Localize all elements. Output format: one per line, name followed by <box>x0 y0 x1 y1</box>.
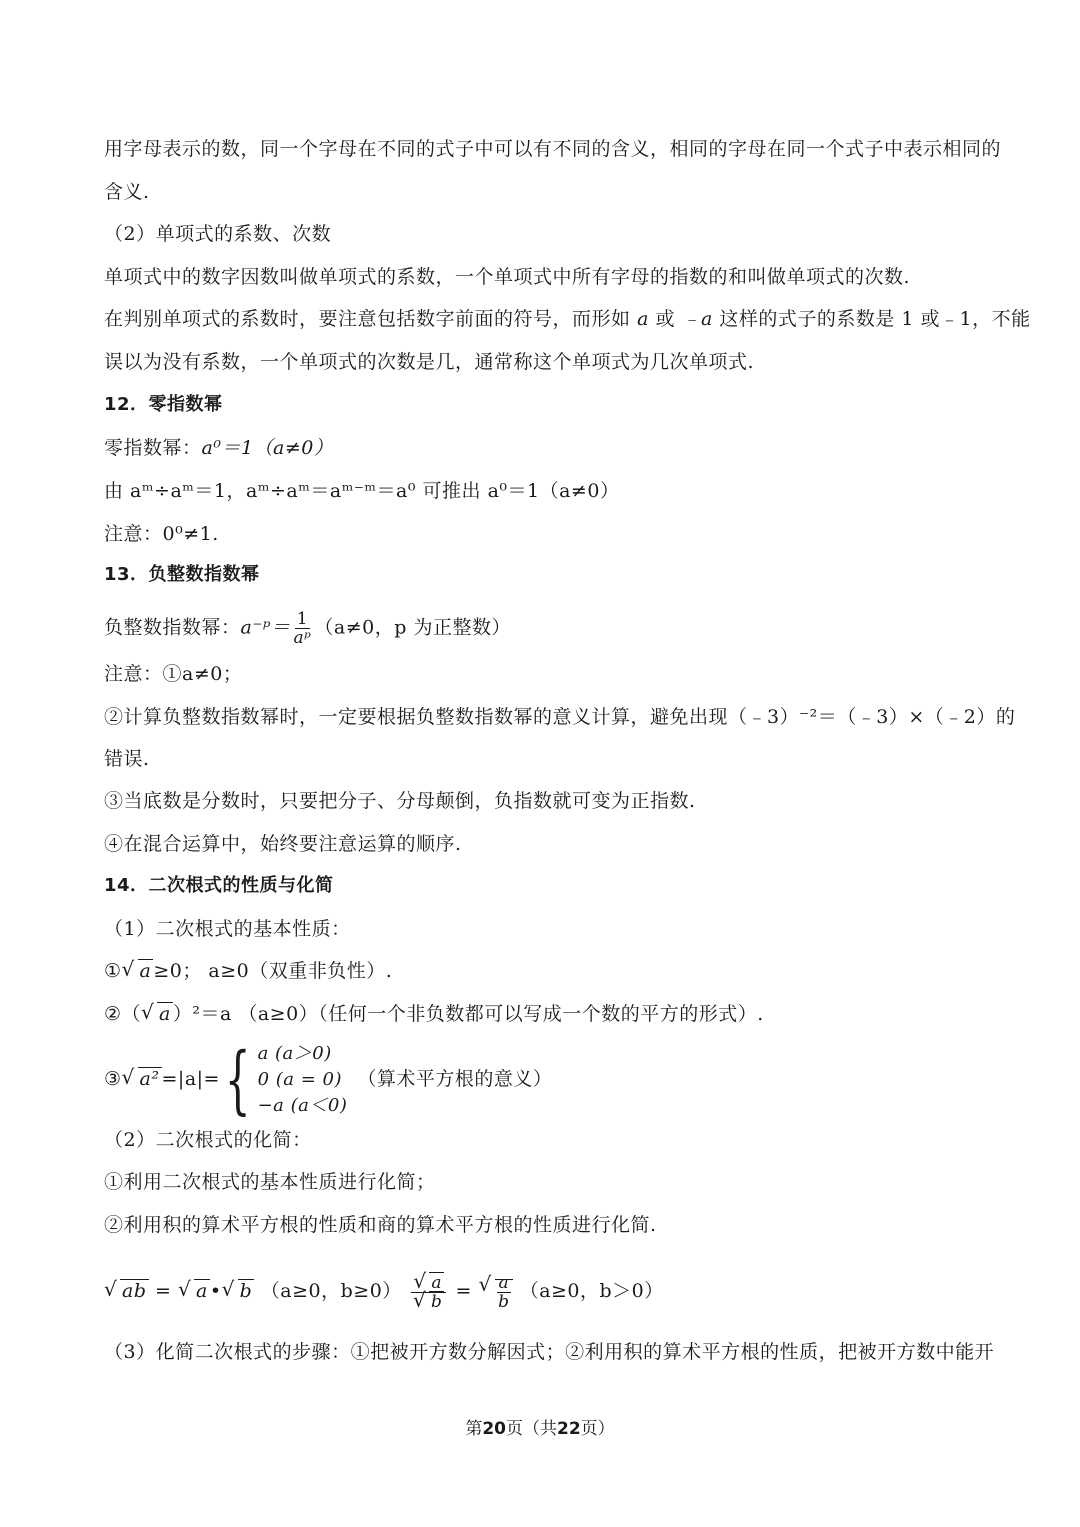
math-var: a <box>637 308 649 330</box>
sqrt-expression <box>222 1279 255 1303</box>
fraction-denominator <box>413 1293 444 1311</box>
definition-line <box>104 436 984 460</box>
brace: { <box>224 1037 251 1123</box>
sqrt-expression <box>122 1067 162 1091</box>
text-run: 零指数幂： <box>104 437 202 459</box>
sqrt-expression <box>141 1002 173 1026</box>
text-run: ②（ <box>104 1003 142 1025</box>
case-row: 0 (a = 0) <box>257 1069 343 1090</box>
paragraph-line <box>104 307 1031 331</box>
radicand: a <box>196 1280 208 1302</box>
text-run: 这样的式子的系数是 1 或﹣1，不能 <box>719 308 1031 330</box>
fraction <box>411 1274 446 1311</box>
radicand: a² <box>139 1068 160 1090</box>
piecewise-cases <box>220 1037 348 1123</box>
derivation-line: 由 aᵐ÷aᵐ＝1，aᵐ÷aᵐ＝aᵐ⁻ᵐ＝a⁰ 可推出 a⁰＝1（a≠0） <box>104 480 620 502</box>
text-run: ① <box>104 960 122 982</box>
radicand: a <box>139 960 152 982</box>
condition: （a≥0，b≥0） <box>260 1280 402 1302</box>
text-run: （算术平方根的意义） <box>357 1068 553 1090</box>
subheading: （2）二次根式的化简： <box>104 1129 312 1151</box>
property-line <box>104 1037 984 1123</box>
note-line: 注意：①a≠0； <box>104 663 243 685</box>
footer-text: 第 <box>465 1419 483 1439</box>
paragraph-line: 含义. <box>104 181 150 203</box>
page-number: 20 <box>482 1419 506 1439</box>
footer-text: 页） <box>580 1419 615 1439</box>
step-line: （3）化简二次根式的步骤：①把被开方数分解因式；②利用积的算术平方根的性质，把被开方数中能开 <box>104 1341 995 1363</box>
radicand: a <box>431 1272 442 1293</box>
text-run: 或 <box>655 308 675 330</box>
step-line: ①利用二次根式的基本性质进行化简； <box>104 1171 436 1193</box>
sqrt-expression <box>104 1279 149 1303</box>
radicand: b <box>430 1291 443 1312</box>
paragraph-line: 误以为没有系数，一个单项式的次数是几，通常称这个单项式为几次单项式. <box>104 351 755 373</box>
equals: = <box>155 1280 172 1302</box>
radicand <box>495 1272 514 1312</box>
case-row: a (a＞0) <box>257 1043 332 1064</box>
sqrt-expression <box>178 1279 210 1303</box>
condition: （a≥0，b＞0） <box>519 1280 664 1302</box>
text-run: （a≠0，p 为正整数） <box>314 616 511 639</box>
definition-line <box>104 609 984 648</box>
text-run: ③ <box>104 1068 122 1090</box>
note-line: ④在混合运算中，始终要注意运算的顺序. <box>104 833 462 855</box>
section-title-12: 12．零指数幂 <box>104 394 223 415</box>
fraction-denominator: b <box>498 1291 510 1312</box>
section-title-14: 14．二次根式的性质与化简 <box>104 875 334 896</box>
section-title-13: 13．负整数指数幂 <box>104 564 260 585</box>
math-var: ﹣a <box>681 308 713 330</box>
case-row: −a (a＜0) <box>257 1095 348 1116</box>
paragraph-line: 单项式中的数字因数叫做单项式的系数，一个单项式中所有字母的指数的和叫做单项式的次数. <box>104 266 911 288</box>
step-line: ②利用积的算术平方根的性质和商的算术平方根的性质进行化简. <box>104 1214 657 1236</box>
formula-line <box>104 1263 984 1319</box>
text-run: ）²＝a （a≥0）（任何一个非负数都可以写成一个数的平方的形式）. <box>172 1003 764 1025</box>
sqrt-expression <box>479 1274 514 1311</box>
text-run: =|a|= <box>161 1068 220 1090</box>
note-line: ③当底数是分数时，只要把分子、分母颠倒，负指数就可变为正指数. <box>104 790 696 812</box>
equals: = <box>455 1280 472 1302</box>
note-line: ②计算负整数指数幂时，一定要根据负整数指数幂的意义计算，避免出现（﹣3）⁻²＝（﹣3）×（﹣2）的 <box>104 706 1016 728</box>
fraction-denominator: aᵖ <box>293 628 312 648</box>
dot-operator: • <box>209 1280 222 1302</box>
fraction-numerator: √ a <box>498 1272 510 1293</box>
note-line: 注意：0⁰≠1. <box>104 523 219 545</box>
subheading: （1）二次根式的基本性质： <box>104 918 351 940</box>
formula: a⁻ᵖ＝ <box>240 616 291 639</box>
property-line <box>104 1002 984 1026</box>
paragraph-line: 用字母表示的数，同一个字母在不同的式子中可以有不同的含义，相同的字母在同一个式子中表示相同的 <box>104 138 1002 160</box>
page-total: 22 <box>557 1419 581 1439</box>
radicand: ab <box>122 1280 147 1302</box>
fraction-numerator: 1 <box>296 609 309 629</box>
text-run: ≥0； a≥0（双重非负性）. <box>153 960 393 982</box>
radicand: a <box>159 1003 171 1025</box>
radicand: b <box>239 1280 253 1302</box>
page-footer <box>0 1414 1080 1439</box>
formula: a⁰＝1（a≠0） <box>201 437 334 459</box>
text-run: 在判别单项式的系数时，要注意包括数字前面的符号，而形如 <box>104 308 631 330</box>
subheading: （2）单项式的系数、次数 <box>104 223 332 245</box>
sqrt-expression <box>122 959 154 983</box>
fraction <box>293 610 311 647</box>
note-line: 错误. <box>104 748 150 770</box>
property-line <box>104 959 984 983</box>
text-run: 负整数指数幂： <box>104 616 241 639</box>
footer-text: 页（共 <box>506 1419 557 1439</box>
